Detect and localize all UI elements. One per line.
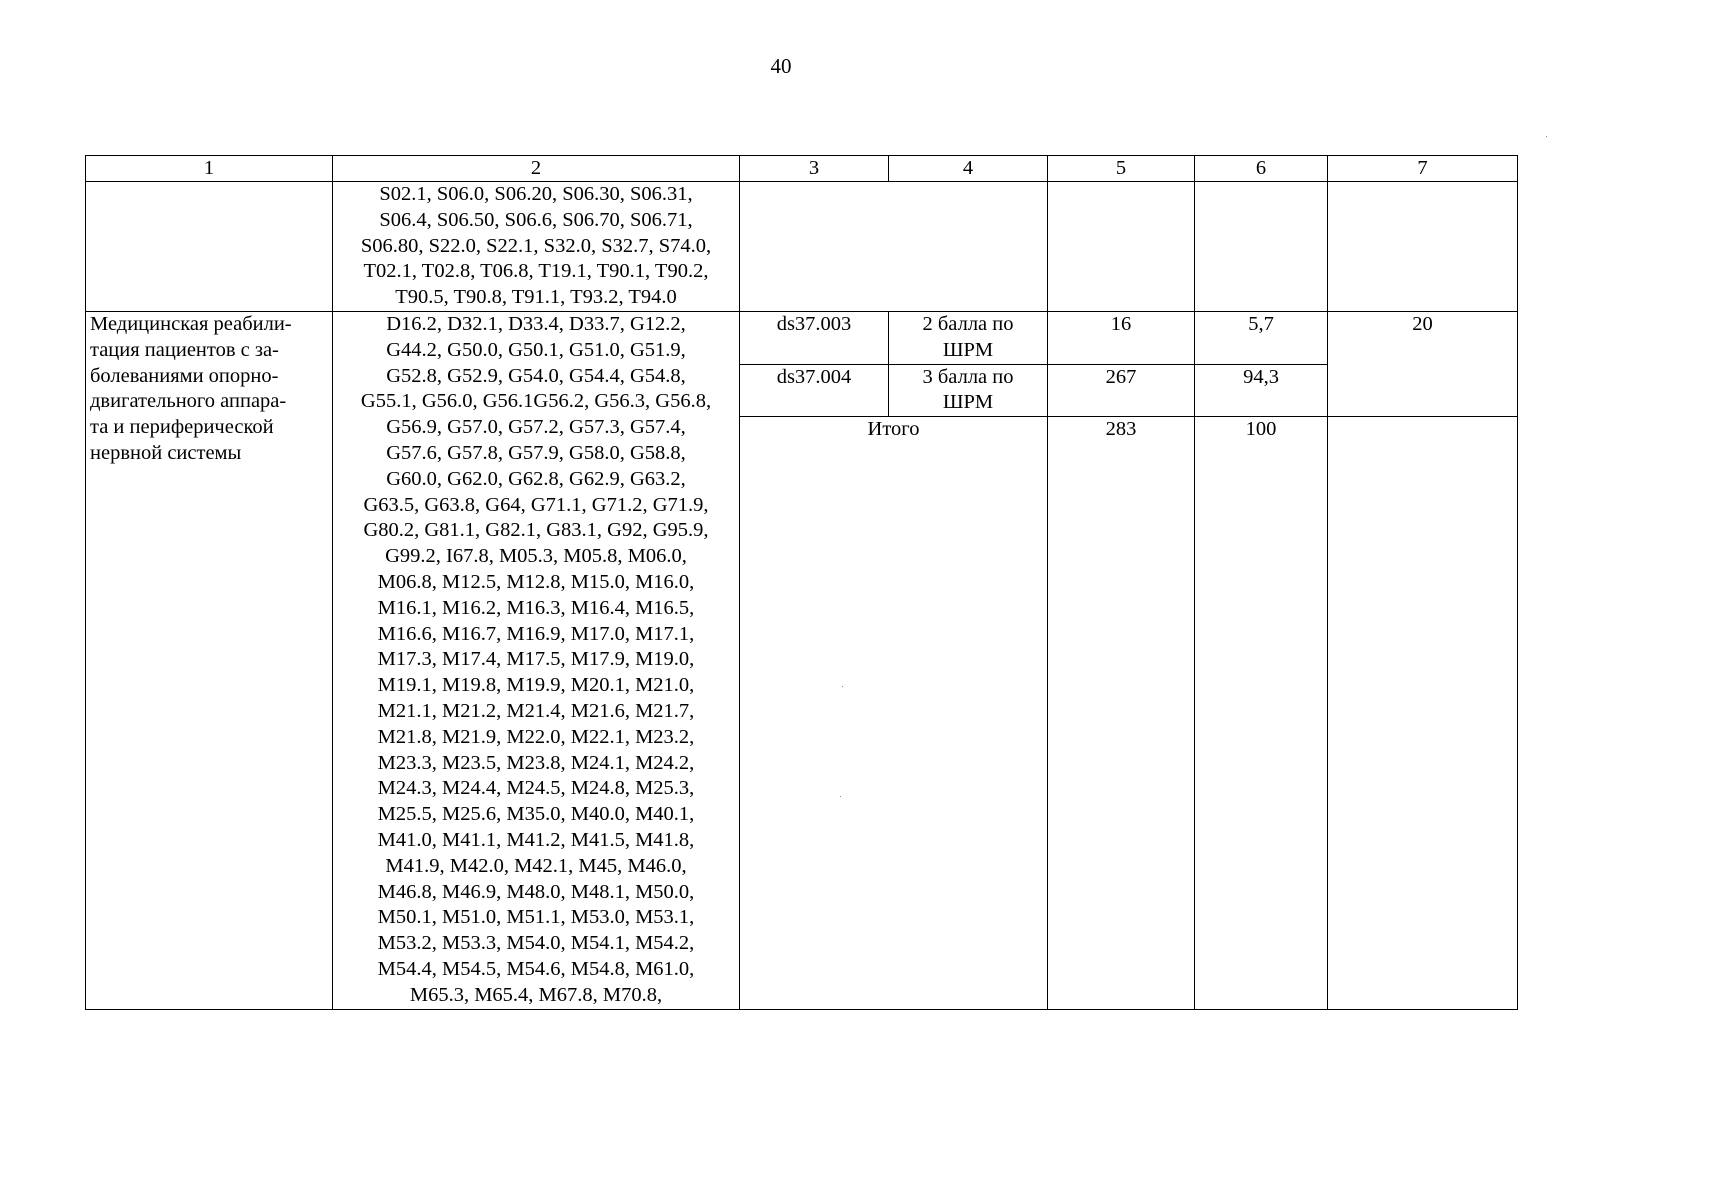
codes-line: M25.5, M25.6, M35.0, M40.0, M40.1, xyxy=(377,803,695,826)
total-count-cell: 283 xyxy=(1048,417,1195,1009)
codes-line: M21.8, M21.9, M22.0, M22.1, M23.2, xyxy=(377,725,695,748)
codes-line: M53.2, M53.3, M54.0, M54.1, M54.2, xyxy=(377,932,695,955)
codes-line: M54.4, M54.5, M54.6, M54.8, M61.0, xyxy=(377,957,695,980)
empty-cell xyxy=(740,182,1048,312)
diagnosis-codes-cell xyxy=(333,182,740,312)
codes-line: M46.8, M46.9, M48.0, M48.1, M50.0, xyxy=(377,880,695,903)
codes-line: M21.1, M21.2, M21.4, M21.6, M21.7, xyxy=(377,699,695,722)
codes-line: M65.3, M65.4, M67.8, M70.8, xyxy=(409,983,663,1006)
codes-line: M41.0, M41.1, M41.2, M41.5, M41.8, xyxy=(377,828,695,851)
codes-line: M50.1, M51.0, M51.1, M53.0, M53.1, xyxy=(377,906,695,929)
group-percent-cell: 94,3 xyxy=(1195,364,1328,417)
codes-line: G44.2, G50.0, G50.1, G51.0, G51.9, xyxy=(386,338,686,361)
codes-line: S02.1, S06.0, S06.20, S06.30, S06.31, xyxy=(379,183,693,205)
group-criterion-cell xyxy=(889,312,1048,365)
header-cell-4: 4 xyxy=(889,156,1048,182)
profile-line: нервной системы xyxy=(90,441,242,464)
empty-cell xyxy=(1195,182,1328,312)
scan-speck xyxy=(1546,136,1547,137)
empty-cell xyxy=(1328,417,1518,1009)
profile-line: Медицинская реабили- xyxy=(90,313,292,335)
table-row-continuation xyxy=(86,182,1518,312)
profile-line: двигательного аппара- xyxy=(90,390,287,413)
total-label-cell: Итого xyxy=(740,417,1048,1009)
group-code-cell: ds37.004 xyxy=(740,364,889,417)
total-percent-cell: 100 xyxy=(1195,417,1328,1009)
criterion-line: ШРМ xyxy=(942,391,994,414)
codes-line: G63.5, G63.8, G64, G71.1, G71.2, G71.9, xyxy=(363,493,709,516)
profile-line: та и периферической xyxy=(90,416,274,439)
table-row-group-1 xyxy=(86,312,1518,365)
group-criterion-cell xyxy=(889,364,1048,417)
group-code-cell: ds37.003 xyxy=(740,312,889,365)
codes-line: S06.4, S06.50, S06.6, S06.70, S06.71, xyxy=(379,208,693,231)
header-row xyxy=(86,156,1518,182)
group-percent-cell: 5,7 xyxy=(1195,312,1328,365)
scan-speck xyxy=(842,686,843,687)
criterion-line: ШРМ xyxy=(942,338,994,361)
codes-line: M06.8, M12.5, M12.8, M15.0, M16.0, xyxy=(377,570,695,593)
codes-line: G57.6, G57.8, G57.9, G58.0, G58.8, xyxy=(386,441,686,464)
profile-cell-empty xyxy=(86,182,333,312)
codes-line: S06.80, S22.0, S22.1, S32.0, S32.7, S74.0, xyxy=(360,234,712,257)
col7-value-cell: 20 xyxy=(1328,312,1518,417)
empty-cell xyxy=(1048,182,1195,312)
profile-line: болеваниями опорно- xyxy=(90,364,279,387)
diagnosis-codes-cell xyxy=(333,312,740,1010)
codes-line: G52.8, G52.9, G54.0, G54.4, G54.8, xyxy=(386,364,686,387)
group-count-cell: 267 xyxy=(1048,364,1195,417)
profile-line: тация пациентов с за- xyxy=(90,338,279,361)
empty-cell xyxy=(1328,182,1518,312)
codes-line: D16.2, D32.1, D33.4, D33.7, G12.2, xyxy=(386,313,686,335)
header-cell-5: 5 xyxy=(1048,156,1195,182)
table-container xyxy=(85,155,1518,1010)
codes-line: M19.1, M19.8, M19.9, M20.1, M21.0, xyxy=(377,674,695,697)
codes-line: G56.9, G57.0, G57.2, G57.3, G57.4, xyxy=(386,416,686,439)
codes-line: G80.2, G81.1, G82.1, G83.1, G92, G95.9, xyxy=(363,519,709,542)
criterion-line: 3 балла по xyxy=(922,365,1014,388)
header-cell-3: 3 xyxy=(740,156,889,182)
codes-line: M41.9, M42.0, M42.1, M45, M46.0, xyxy=(385,854,687,877)
group-count-cell: 16 xyxy=(1048,312,1195,365)
codes-line: M17.3, M17.4, M17.5, M17.9, M19.0, xyxy=(377,648,695,671)
header-cell-7: 7 xyxy=(1328,156,1518,182)
scan-speck xyxy=(840,796,841,797)
codes-line: T90.5, T90.8, T91.1, T93.2, T94.0 xyxy=(395,286,677,309)
codes-line: M23.3, M23.5, M23.8, M24.1, M24.2, xyxy=(377,751,695,774)
header-cell-6: 6 xyxy=(1195,156,1328,182)
profile-cell xyxy=(86,312,333,1010)
codes-line: M16.6, M16.7, M16.9, M17.0, M17.1, xyxy=(377,622,695,645)
codes-line: M16.1, M16.2, M16.3, M16.4, M16.5, xyxy=(377,596,695,619)
codes-table xyxy=(85,155,1518,1010)
header-cell-2: 2 xyxy=(333,156,740,182)
header-cell-1: 1 xyxy=(86,156,333,182)
codes-line: M24.3, M24.4, M24.5, M24.8, M25.3, xyxy=(377,777,695,800)
criterion-line: 2 балла по xyxy=(922,313,1014,335)
codes-line: G60.0, G62.0, G62.8, G62.9, G63.2, xyxy=(386,467,686,490)
codes-line: G99.2, I67.8, M05.3, M05.8, M06.0, xyxy=(385,545,687,568)
codes-line: T02.1, T02.8, T06.8, T19.1, T90.1, T90.2, xyxy=(363,260,709,283)
page-number: 40 xyxy=(770,54,792,78)
codes-line: G55.1, G56.0, G56.1G56.2, G56.3, G56.8, xyxy=(360,390,712,413)
